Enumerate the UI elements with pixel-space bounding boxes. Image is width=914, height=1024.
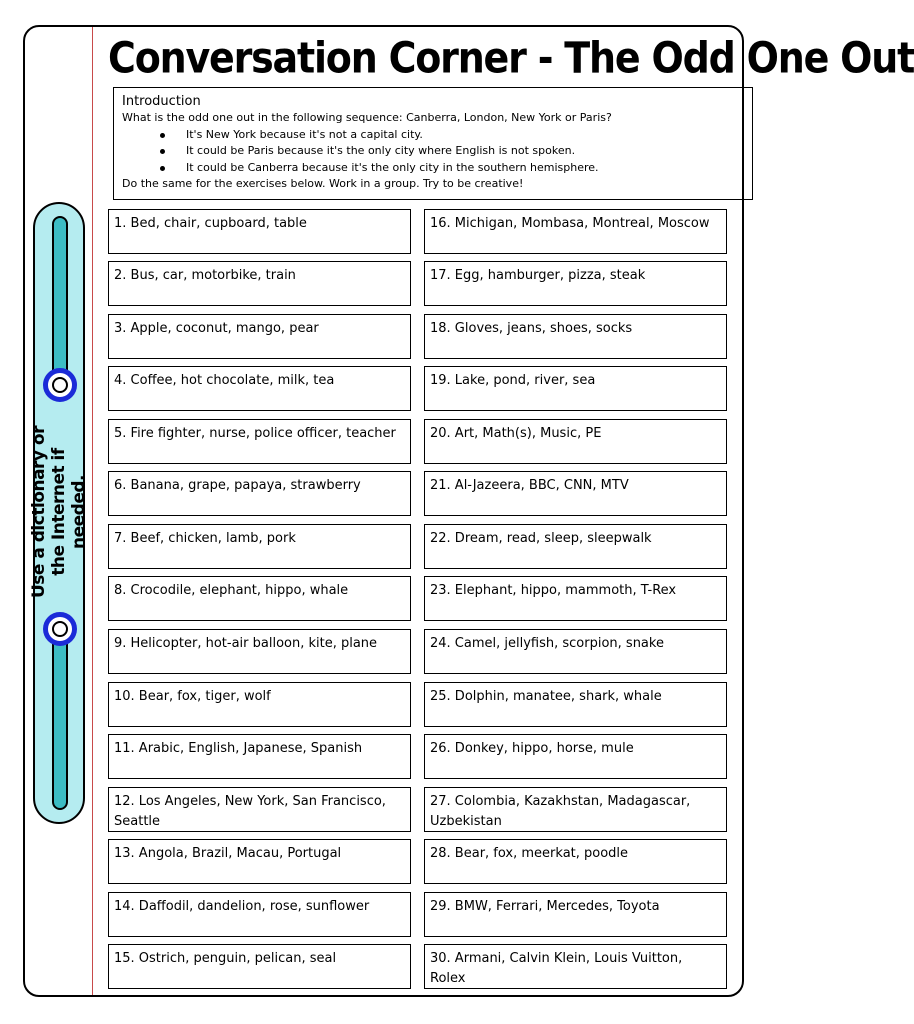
exercise-box: 10. Bear, fox, tiger, wolf xyxy=(108,682,411,727)
exercise-box: 19. Lake, pond, river, sea xyxy=(424,366,727,411)
page-title: Conversation Corner - The Odd One Out xyxy=(108,33,914,83)
banner-bar-bottom xyxy=(52,632,68,810)
introduction-bullet: It could be Paris because it's the only city where English is not spoken. xyxy=(160,143,744,160)
introduction-bullet: It's New York because it's not a capital city. xyxy=(160,127,744,144)
introduction-instruction: Do the same for the exercises below. Work in a group. Try to be creative! xyxy=(122,177,524,190)
exercise-box: 27. Colombia, Kazakhstan, Madagascar, Uzbekistan xyxy=(424,787,727,832)
exercise-box: 4. Coffee, hot chocolate, milk, tea xyxy=(108,366,411,411)
bullet-icon xyxy=(160,149,165,154)
exercise-box: 28. Bear, fox, meerkat, poodle xyxy=(424,839,727,884)
exercise-box: 22. Dream, read, sleep, sleepwalk xyxy=(424,524,727,569)
exercise-box: 25. Dolphin, manatee, shark, whale xyxy=(424,682,727,727)
exercise-box: 21. Al-Jazeera, BBC, CNN, MTV xyxy=(424,471,727,516)
exercise-box: 24. Camel, jellyfish, scorpion, snake xyxy=(424,629,727,674)
exercise-box: 12. Los Angeles, New York, San Francisco, Seattle xyxy=(108,787,411,832)
bullet-icon xyxy=(160,166,165,171)
exercise-box: 14. Daffodil, dandelion, rose, sunflower xyxy=(108,892,411,937)
ring-icon xyxy=(43,368,77,402)
exercise-box: 6. Banana, grape, papaya, strawberry xyxy=(108,471,411,516)
bullet-icon xyxy=(160,133,165,138)
exercise-box: 30. Armani, Calvin Klein, Louis Vuitton, Rolex xyxy=(424,944,727,989)
margin-line xyxy=(92,27,93,995)
exercise-box: 5. Fire fighter, nurse, police officer, teacher xyxy=(108,419,411,464)
ring-icon xyxy=(43,612,77,646)
exercise-box: 18. Gloves, jeans, shoes, socks xyxy=(424,314,727,359)
exercise-box: 26. Donkey, hippo, horse, mule xyxy=(424,734,727,779)
exercise-box: 1. Bed, chair, cupboard, table xyxy=(108,209,411,254)
dictionary-tip-line2: the Internet if needed. xyxy=(49,448,89,576)
exercise-box: 11. Arabic, English, Japanese, Spanish xyxy=(108,734,411,779)
dictionary-tip-line1: Use a dictionary or xyxy=(29,426,49,598)
introduction-bullets xyxy=(122,127,744,177)
introduction-bullet: It could be Canberra because it's the only city in the southern hemisphere. xyxy=(160,160,744,177)
introduction-question: What is the odd one out in the following sequence: Canberra, London, New York or Paris? xyxy=(122,111,612,124)
exercise-box: 8. Crocodile, elephant, hippo, whale xyxy=(108,576,411,621)
introduction-heading: Introduction xyxy=(122,94,201,109)
exercise-box: 13. Angola, Brazil, Macau, Portugal xyxy=(108,839,411,884)
exercise-box: 23. Elephant, hippo, mammoth, T-Rex xyxy=(424,576,727,621)
exercise-box: 3. Apple, coconut, mango, pear xyxy=(108,314,411,359)
introduction-box xyxy=(113,87,753,200)
exercise-box: 16. Michigan, Mombasa, Montreal, Moscow xyxy=(424,209,727,254)
exercise-box: 7. Beef, chicken, lamb, pork xyxy=(108,524,411,569)
exercise-box: 2. Bus, car, motorbike, train xyxy=(108,261,411,306)
exercise-box: 29. BMW, Ferrari, Mercedes, Toyota xyxy=(424,892,727,937)
exercise-box: 9. Helicopter, hot-air balloon, kite, plane xyxy=(108,629,411,674)
exercise-box: 17. Egg, hamburger, pizza, steak xyxy=(424,261,727,306)
exercise-box: 15. Ostrich, penguin, pelican, seal xyxy=(108,944,411,989)
exercise-box: 20. Art, Math(s), Music, PE xyxy=(424,419,727,464)
